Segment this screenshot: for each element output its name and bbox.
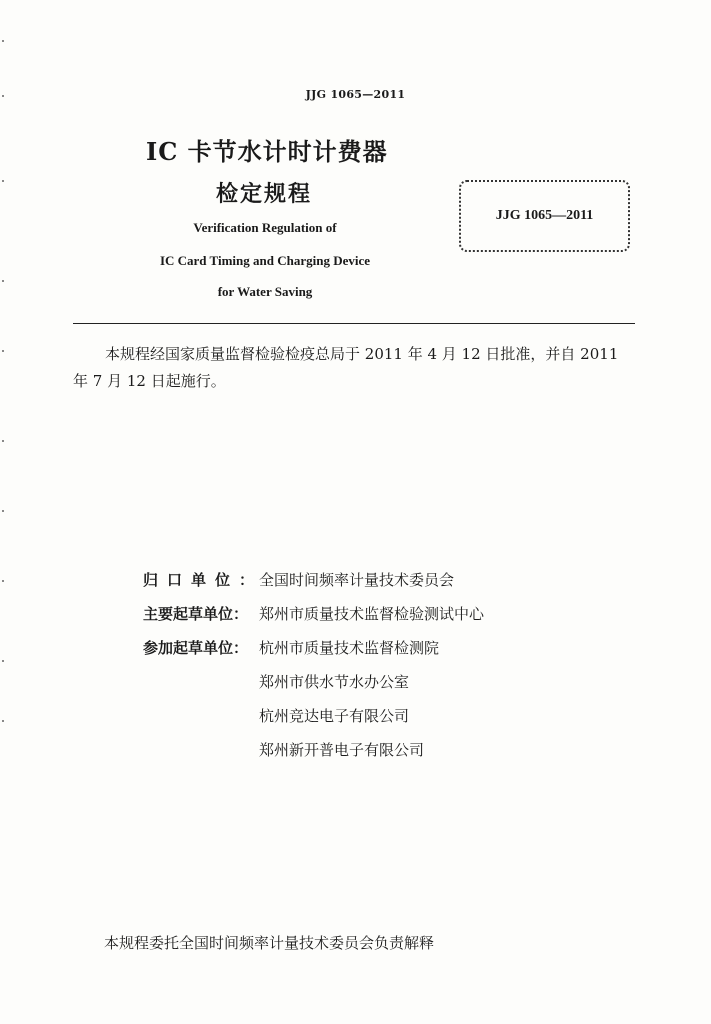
divider-rule [73,323,635,324]
standard-code-box-text: JJG 1065—2011 [495,208,594,223]
co-drafter-item: 杭州竞达电子有限公司 [259,706,410,725]
drafting-units [143,562,484,766]
co-drafter-item: 郑州市供水节水办公室 [259,672,410,691]
standard-code-box [459,180,630,252]
co-drafter-row [143,664,484,698]
responsible-unit-row [143,562,484,596]
scan-edge-marks [2,20,6,760]
title-english-line-3: for Water Saving [217,284,313,299]
main-drafter-value: 郑州市质量技术监督检验测试中心 [259,604,485,623]
co-drafter-row [143,630,484,664]
header-standard-code: JJG 1065—2011 [305,88,406,101]
co-drafter-label: 参加起草单位： [143,638,249,657]
main-drafter-label: 主要起草单位： [143,604,249,623]
co-drafter-row [143,698,484,732]
subtitle-chinese: 检定规程 [216,181,313,207]
title-chinese: IC 卡节水计时计费器 [146,137,388,166]
responsible-unit-value: 全国时间频率计量技术委员会 [259,570,455,589]
co-drafter-item: 郑州新开普电子有限公司 [259,740,425,759]
approval-statement: 本规程经国家质量监督检验检疫总局于 2011 年 4 月 12 日批准，并自 2011 年 7 月 12 日起施行。 [73,345,619,390]
title-english-line-2: IC Card Timing and Charging Device [159,253,371,268]
co-drafter-item: 杭州市质量技术监督检测院 [259,638,440,657]
co-drafter-row [143,732,484,766]
responsible-unit-label: 归口单位： [143,570,264,589]
interpretation-note: 本规程委托全国时间频率计量技术委员会负责解释 [104,934,435,952]
title-english-line-1: Verification Regulation of [193,220,337,235]
main-drafter-row [143,596,484,630]
